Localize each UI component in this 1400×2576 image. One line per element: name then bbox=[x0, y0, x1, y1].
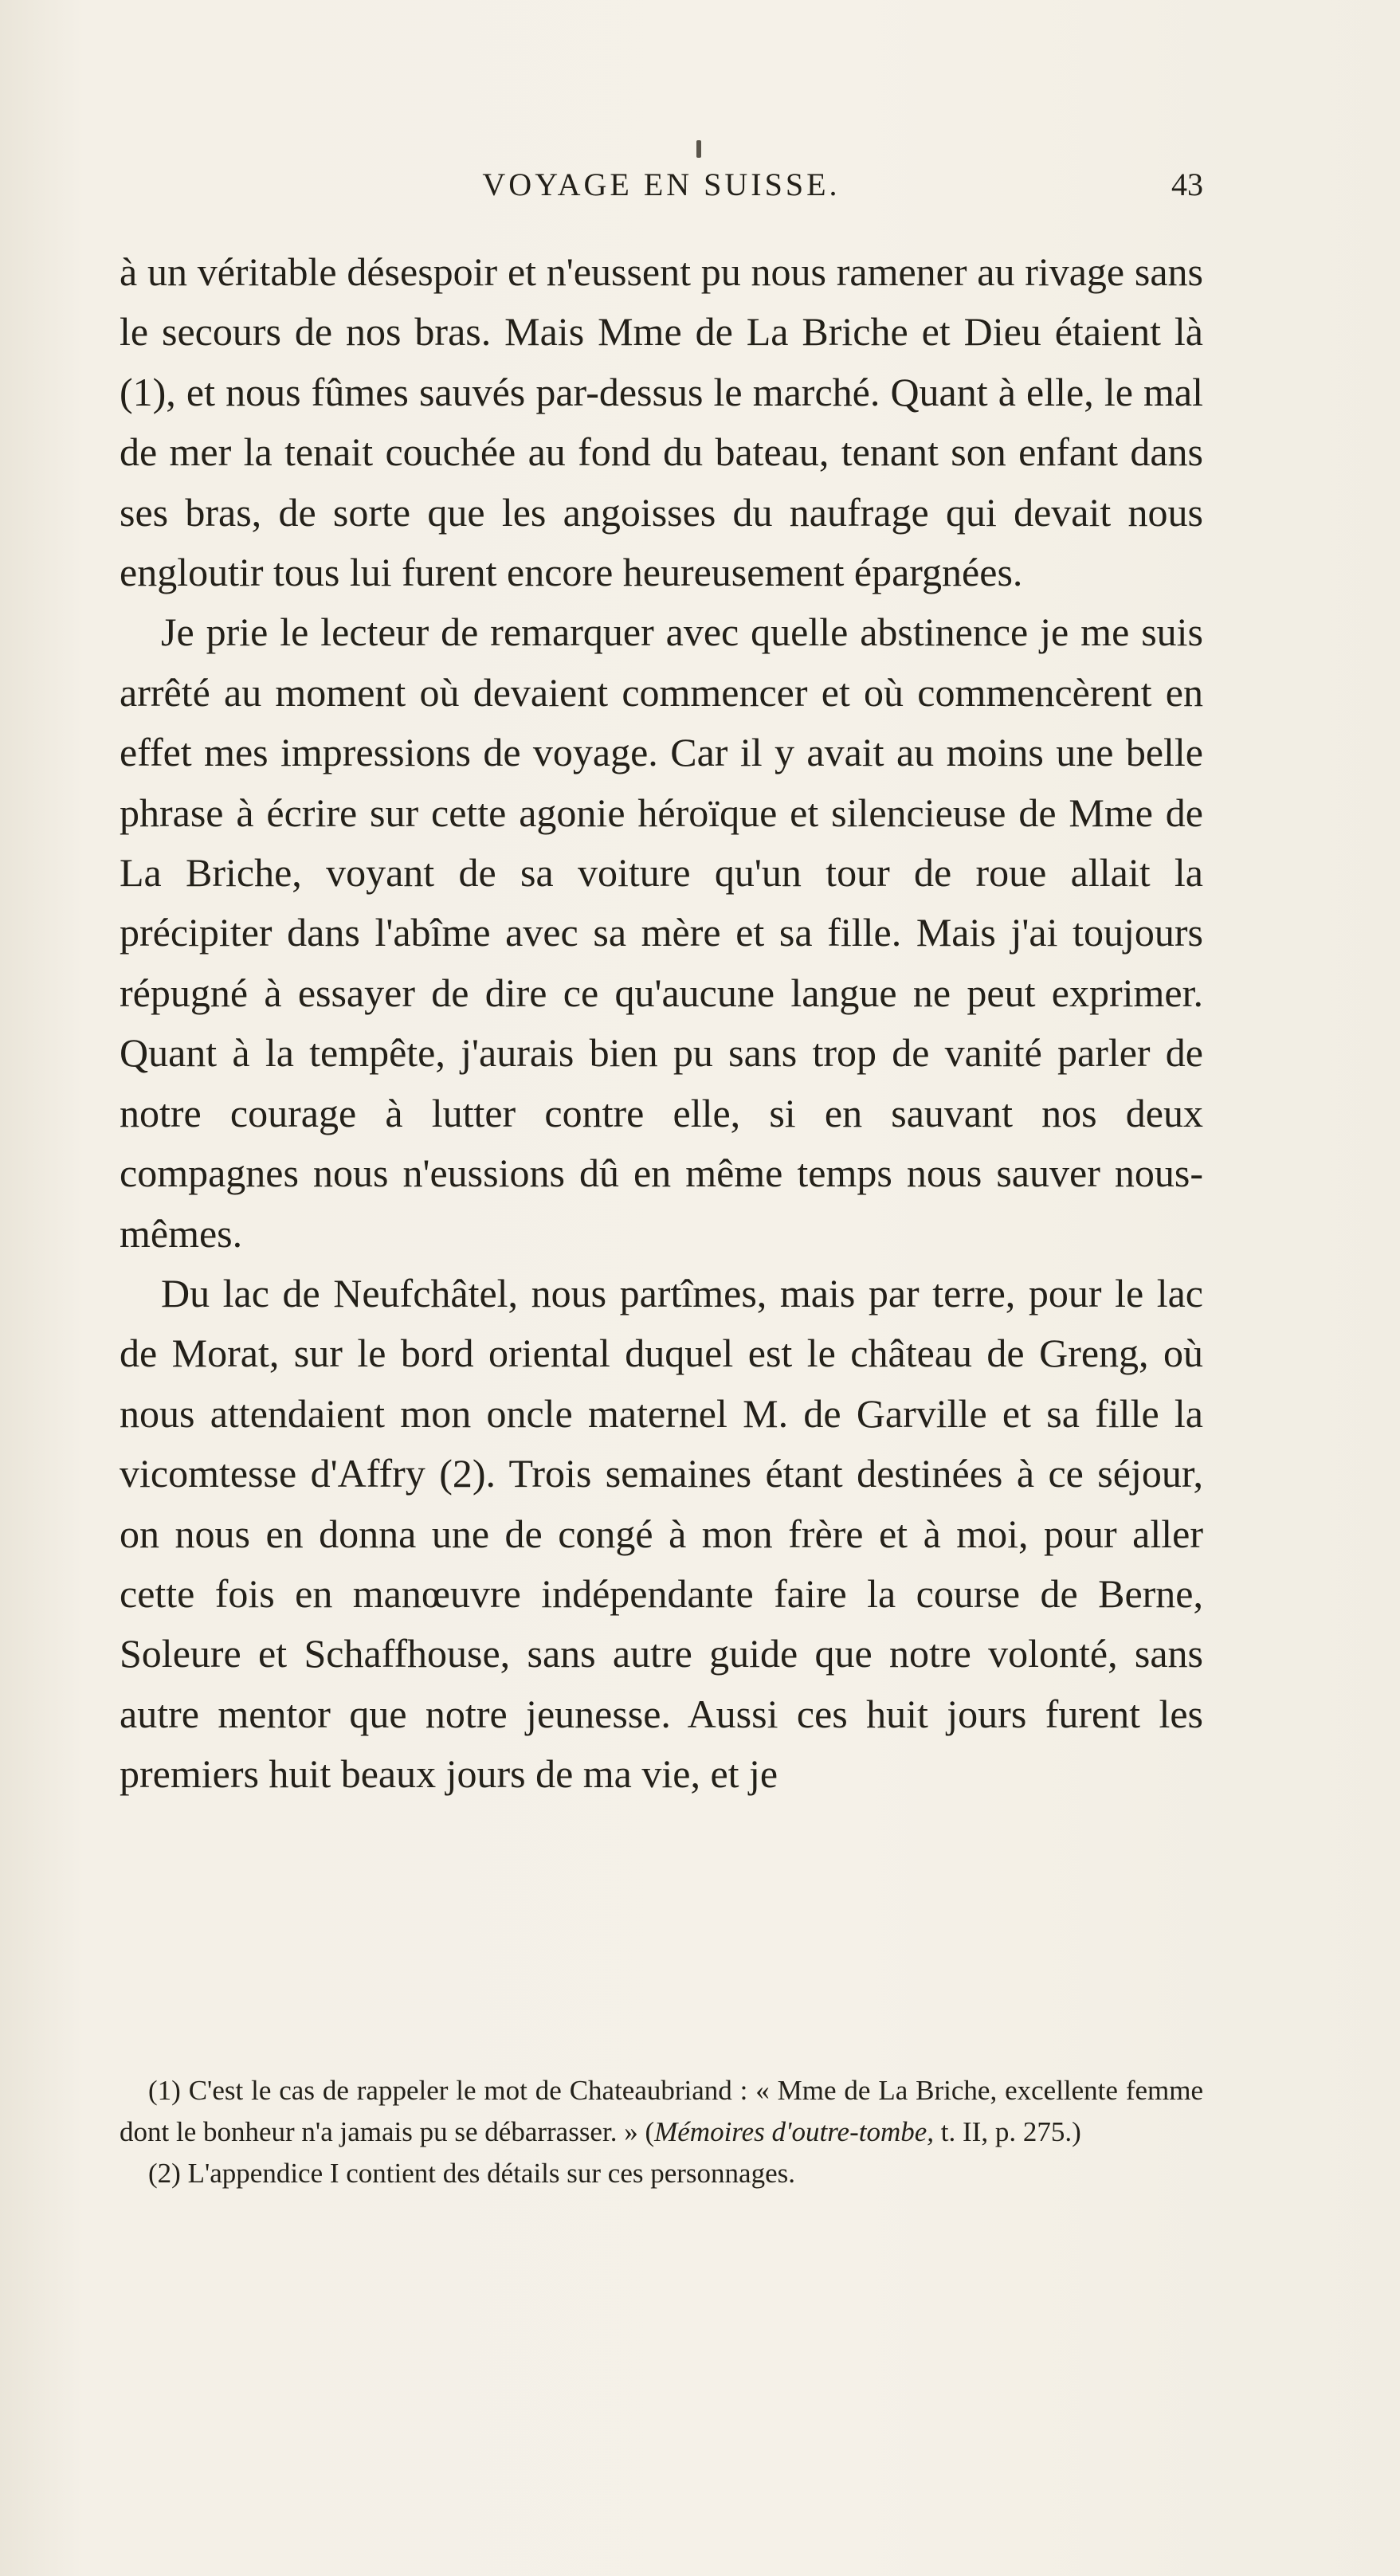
footnote-mark: (2) bbox=[148, 2158, 181, 2189]
paragraph: Du lac de Neufchâtel, nous partîmes, mais par terre, pour le lac de Morat, sur le bord oriental duquel est le château de Greng, où nous attendaient mon oncle maternel M. de Garville et sa fille la vicomtesse d'Affry (2). Trois semaines étant destinées à ce séjour, on nous en donna une de congé à mon frère et à moi, pour aller cette fois en manœuvre indépendante faire la course de Berne, Soleure et Schaffhouse, sans autre guide que notre volonté, sans autre mentor que notre jeunesse. Aussi ces huit jours furent les premiers huit beaux jours de ma vie, et je bbox=[120, 1270, 1203, 1797]
footnote-mark: (1) bbox=[148, 2075, 181, 2106]
paragraph: à un véritable désespoir et n'eussent pu nous ramener au rivage sans le secours de nos bras. Mais Mme de La Briche et Dieu étaient là (1), et nous fûmes sauvés par-dessus le marché. Quant à elle, le mal de mer la tenait couchée au fond du bateau, tenant son enfant dans ses bras, de sorte que les angoisses du naufrage qui devait nous engloutir tous lui furent encore heureusement épargnées. bbox=[120, 249, 1203, 595]
running-title: VOYAGE EN SUISSE. bbox=[482, 167, 841, 202]
body-text bbox=[120, 242, 1203, 1805]
page-number: 43 bbox=[1171, 167, 1203, 202]
footnote bbox=[120, 2070, 1203, 2153]
footnotes bbox=[120, 2070, 1203, 2194]
ink-mark bbox=[696, 140, 701, 158]
paragraph: Je prie le lecteur de remarquer avec quelle abstinence je me suis arrêté au moment où devaient commencer et où commencèrent en effet mes impressions de voyage. Car il y avait au moins une belle phrase à écrire sur cette agonie héroïque et silencieuse de Mme de La Briche, voyant de sa voiture qu'un tour de roue allait la précipiter dans l'abîme avec sa mère et sa fille. Mais j'ai toujours répugné à essayer de dire ce qu'aucune langue ne peut exprimer. Quant à la tempête, j'aurais bien pu sans trop de vanité parler de notre courage à lutter contre elle, si en sauvant nos deux compagnes nous n'eussions dû en même temps nous sauver nous-mêmes. bbox=[120, 610, 1203, 1256]
footnote bbox=[120, 2153, 1203, 2194]
footnote-text: L'appendice I contient des détails sur ces personnages. bbox=[187, 2158, 795, 2189]
footnote-citation: Mémoires d'outre-tombe, bbox=[654, 2116, 935, 2147]
running-head bbox=[120, 166, 1203, 214]
footnote-text: C'est le cas de rappeler le mot de Chateaubriand : « Mme de La Briche, excellente femme dont le bonheur n'a jamais pu se débarrasser. » ( bbox=[120, 2075, 1203, 2147]
footnote-text-tail: t. II, p. 275.) bbox=[934, 2116, 1081, 2147]
